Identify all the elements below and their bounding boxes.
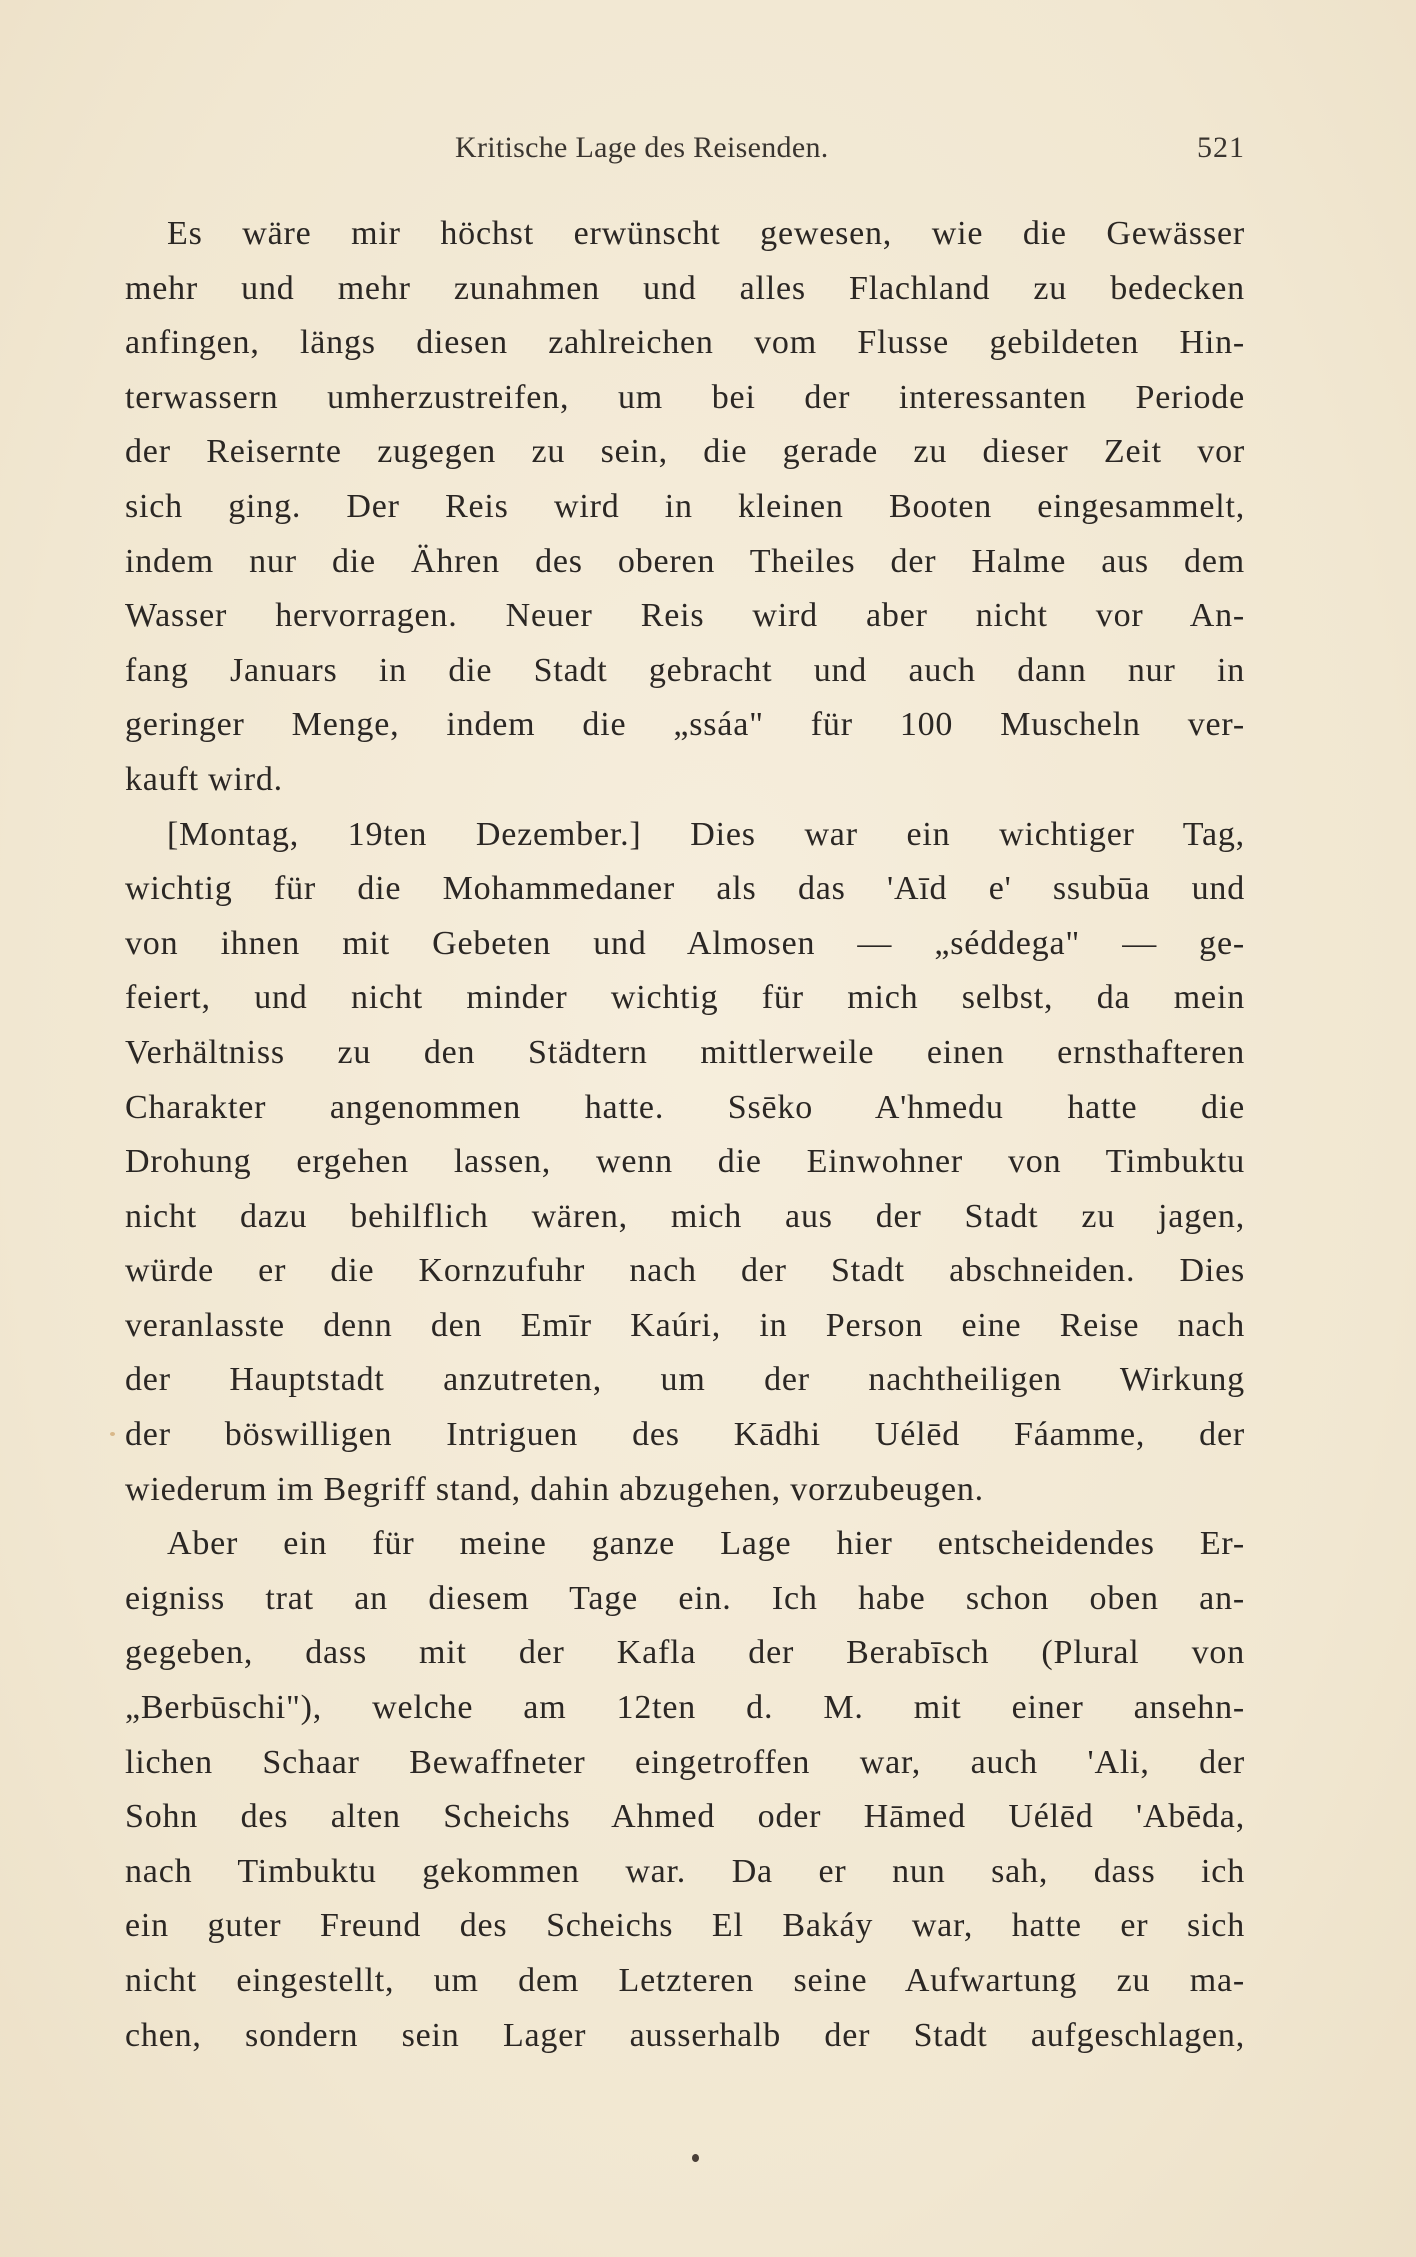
text-line: [Montag, 19ten Dezember.] Dies war ein wichtiger Tag, xyxy=(167,815,1245,853)
text-line: mehr und mehr zunahmen und alles Flachland zu bedecken xyxy=(125,269,1245,307)
text-line: Es wäre mir höchst erwünscht gewesen, wie die Gewässer xyxy=(167,215,1245,252)
text-line: ein guter Freund des Scheichs El Bakáy war, hatte er sich xyxy=(125,1907,1245,1945)
text-line: geringer Menge, indem die „ssáa" für 100 Muscheln ver- xyxy=(125,706,1245,744)
text-line: sich ging. Der Reis wird in kleinen Booten eingesammelt, xyxy=(125,487,1245,525)
running-title: Kritische Lage des Reisenden. xyxy=(455,131,829,164)
text-line: veranlasste denn den Emīr Kaúri, in Person eine Reise nach xyxy=(125,1306,1245,1344)
text-line: wichtig für die Mohammedaner als das 'Aīd e' ssubūa und xyxy=(125,870,1245,908)
text-line: Verhältniss zu den Städtern mittlerweile einen ernsthafteren xyxy=(125,1033,1245,1071)
text-line: von ihnen mit Gebeten und Almosen — „séddega" — ge- xyxy=(125,924,1245,962)
text-line: lichen Schaar Bewaffneter eingetroffen war, auch 'Ali, der xyxy=(125,1743,1245,1781)
text-line: kauft wird. xyxy=(125,760,283,798)
running-header xyxy=(125,128,1245,168)
text-line: der Hauptstadt anzutreten, um der nachtheiligen Wirkung xyxy=(125,1361,1245,1399)
text-line: Sohn des alten Scheichs Ahmed oder Hāmed Uélēd 'Abēda, xyxy=(125,1798,1245,1836)
text-line: nicht dazu behilflich wären, mich aus der Stadt zu jagen, xyxy=(125,1197,1245,1235)
text-line: nicht eingestellt, um dem Letzteren seine Aufwartung zu ma- xyxy=(125,1962,1245,1999)
text-line: würde er die Kornzufuhr nach der Stadt abschneiden. Dies xyxy=(125,1252,1245,1290)
text-line: Wasser hervorragen. Neuer Reis wird aber nicht vor An- xyxy=(125,597,1245,635)
text-line: Charakter angenommen hatte. Ssēko A'hmedu hatte die xyxy=(125,1088,1245,1126)
text-line: der Reisernte zugegen zu sein, die gerade zu dieser Zeit vor xyxy=(125,433,1245,471)
text-line: der böswilligen Intriguen des Kādhi Uélēd Fáamme, der xyxy=(125,1416,1245,1454)
body-text xyxy=(125,207,1245,2063)
text-line: gegeben, dass mit der Kafla der Berabīsch (Plural von xyxy=(125,1634,1245,1672)
text-line: anfingen, längs diesen zahlreichen vom Flusse gebildeten Hin- xyxy=(125,324,1245,362)
text-line: terwassern umherzustreifen, um bei der interessanten Periode xyxy=(125,378,1245,416)
text-line: Aber ein für meine ganze Lage hier entscheidendes Er- xyxy=(167,1525,1245,1563)
text-line: eigniss trat an diesem Tage ein. Ich habe schon oben an- xyxy=(125,1579,1245,1617)
text-line: fang Januars in die Stadt gebracht und auch dann nur in xyxy=(125,651,1245,689)
text-line: wiederum im Begriff stand, dahin abzugehen, vorzubeugen. xyxy=(125,1470,984,1508)
text-line: chen, sondern sein Lager ausserhalb der Stadt aufgeschlagen, xyxy=(125,2016,1245,2054)
ink-speck xyxy=(692,2154,699,2162)
text-line: feiert, und nicht minder wichtig für mich selbst, da mein xyxy=(125,979,1245,1017)
text-line: Drohung ergehen lassen, wenn die Einwohner von Timbuktu xyxy=(125,1143,1245,1181)
paper-stain xyxy=(110,1432,115,1436)
text-line: „Berbūschi"), welche am 12ten d. M. mit einer ansehn- xyxy=(125,1689,1245,1727)
page-number: 521 xyxy=(1197,131,1245,164)
text-line: indem nur die Ähren des oberen Theiles der Halme aus dem xyxy=(125,542,1245,580)
text-line: nach Timbuktu gekommen war. Da er nun sah, dass ich xyxy=(125,1852,1245,1890)
